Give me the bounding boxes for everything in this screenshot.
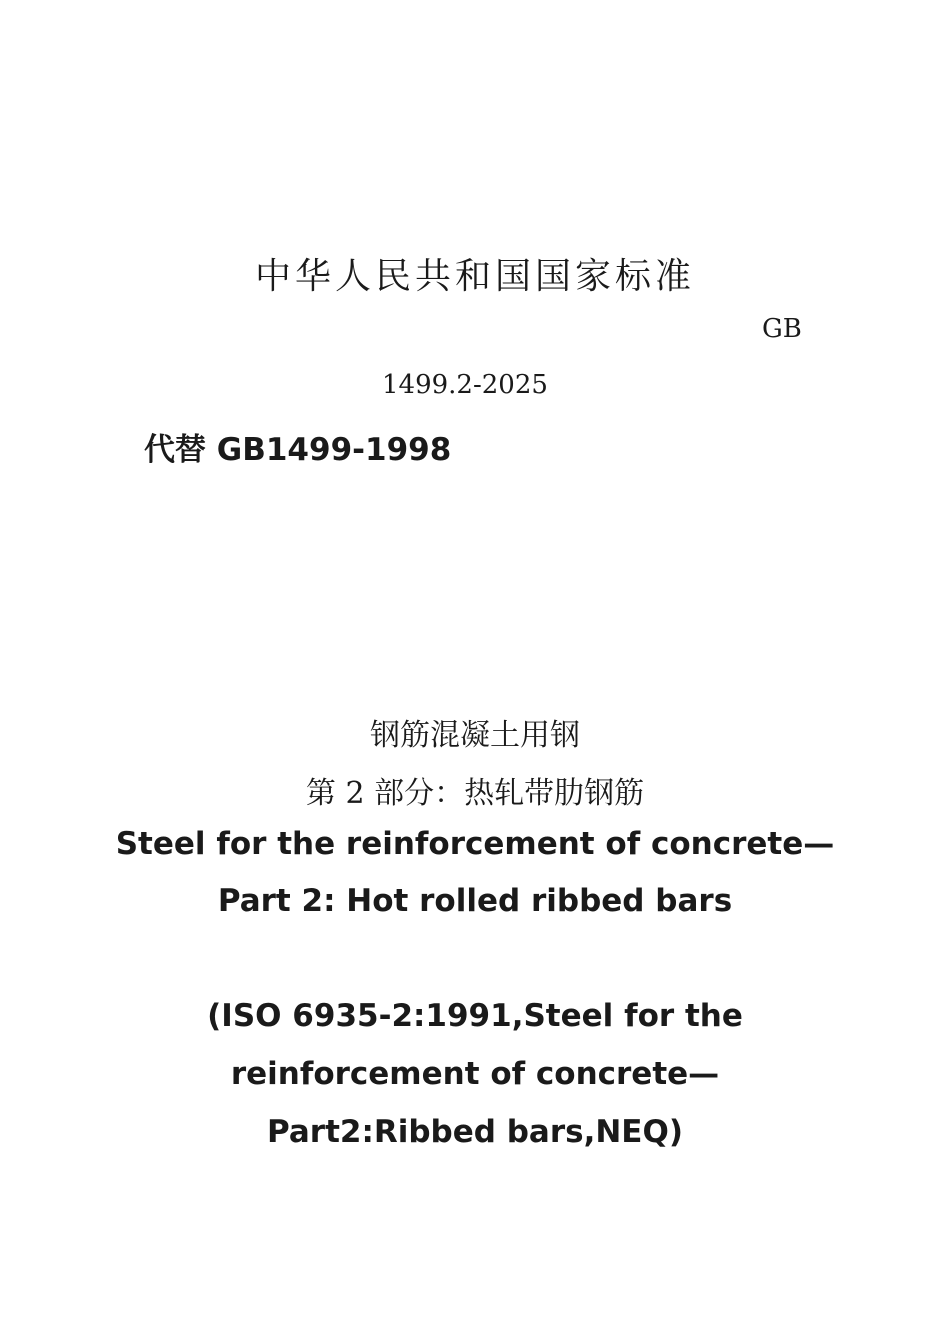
standard-number: 1499.2-2025 xyxy=(382,370,548,400)
iso-reference-line-1: (ISO 6935-2:1991,Steel for the xyxy=(207,998,743,1034)
national-standard-title: 中华人民共和国国家标准 xyxy=(254,256,695,297)
iso-reference-line-3: Part2:Ribbed bars,NEQ) xyxy=(266,1114,684,1150)
english-title-line-1: Steel for the reinforcement of concrete— xyxy=(115,826,835,862)
iso-reference-line-2: reinforcement of concrete— xyxy=(230,1056,720,1092)
chinese-title-line-2: 第 2 部分：热轧带肋钢筋 xyxy=(305,776,645,811)
chinese-title-line-1: 钢筋混凝土用钢 xyxy=(370,718,580,753)
replaces-standard: 代替 GB1499-1998 xyxy=(144,432,452,468)
standard-code-prefix: GB xyxy=(762,314,802,344)
english-title-line-2: Part 2: Hot rolled ribbed bars xyxy=(217,883,733,919)
